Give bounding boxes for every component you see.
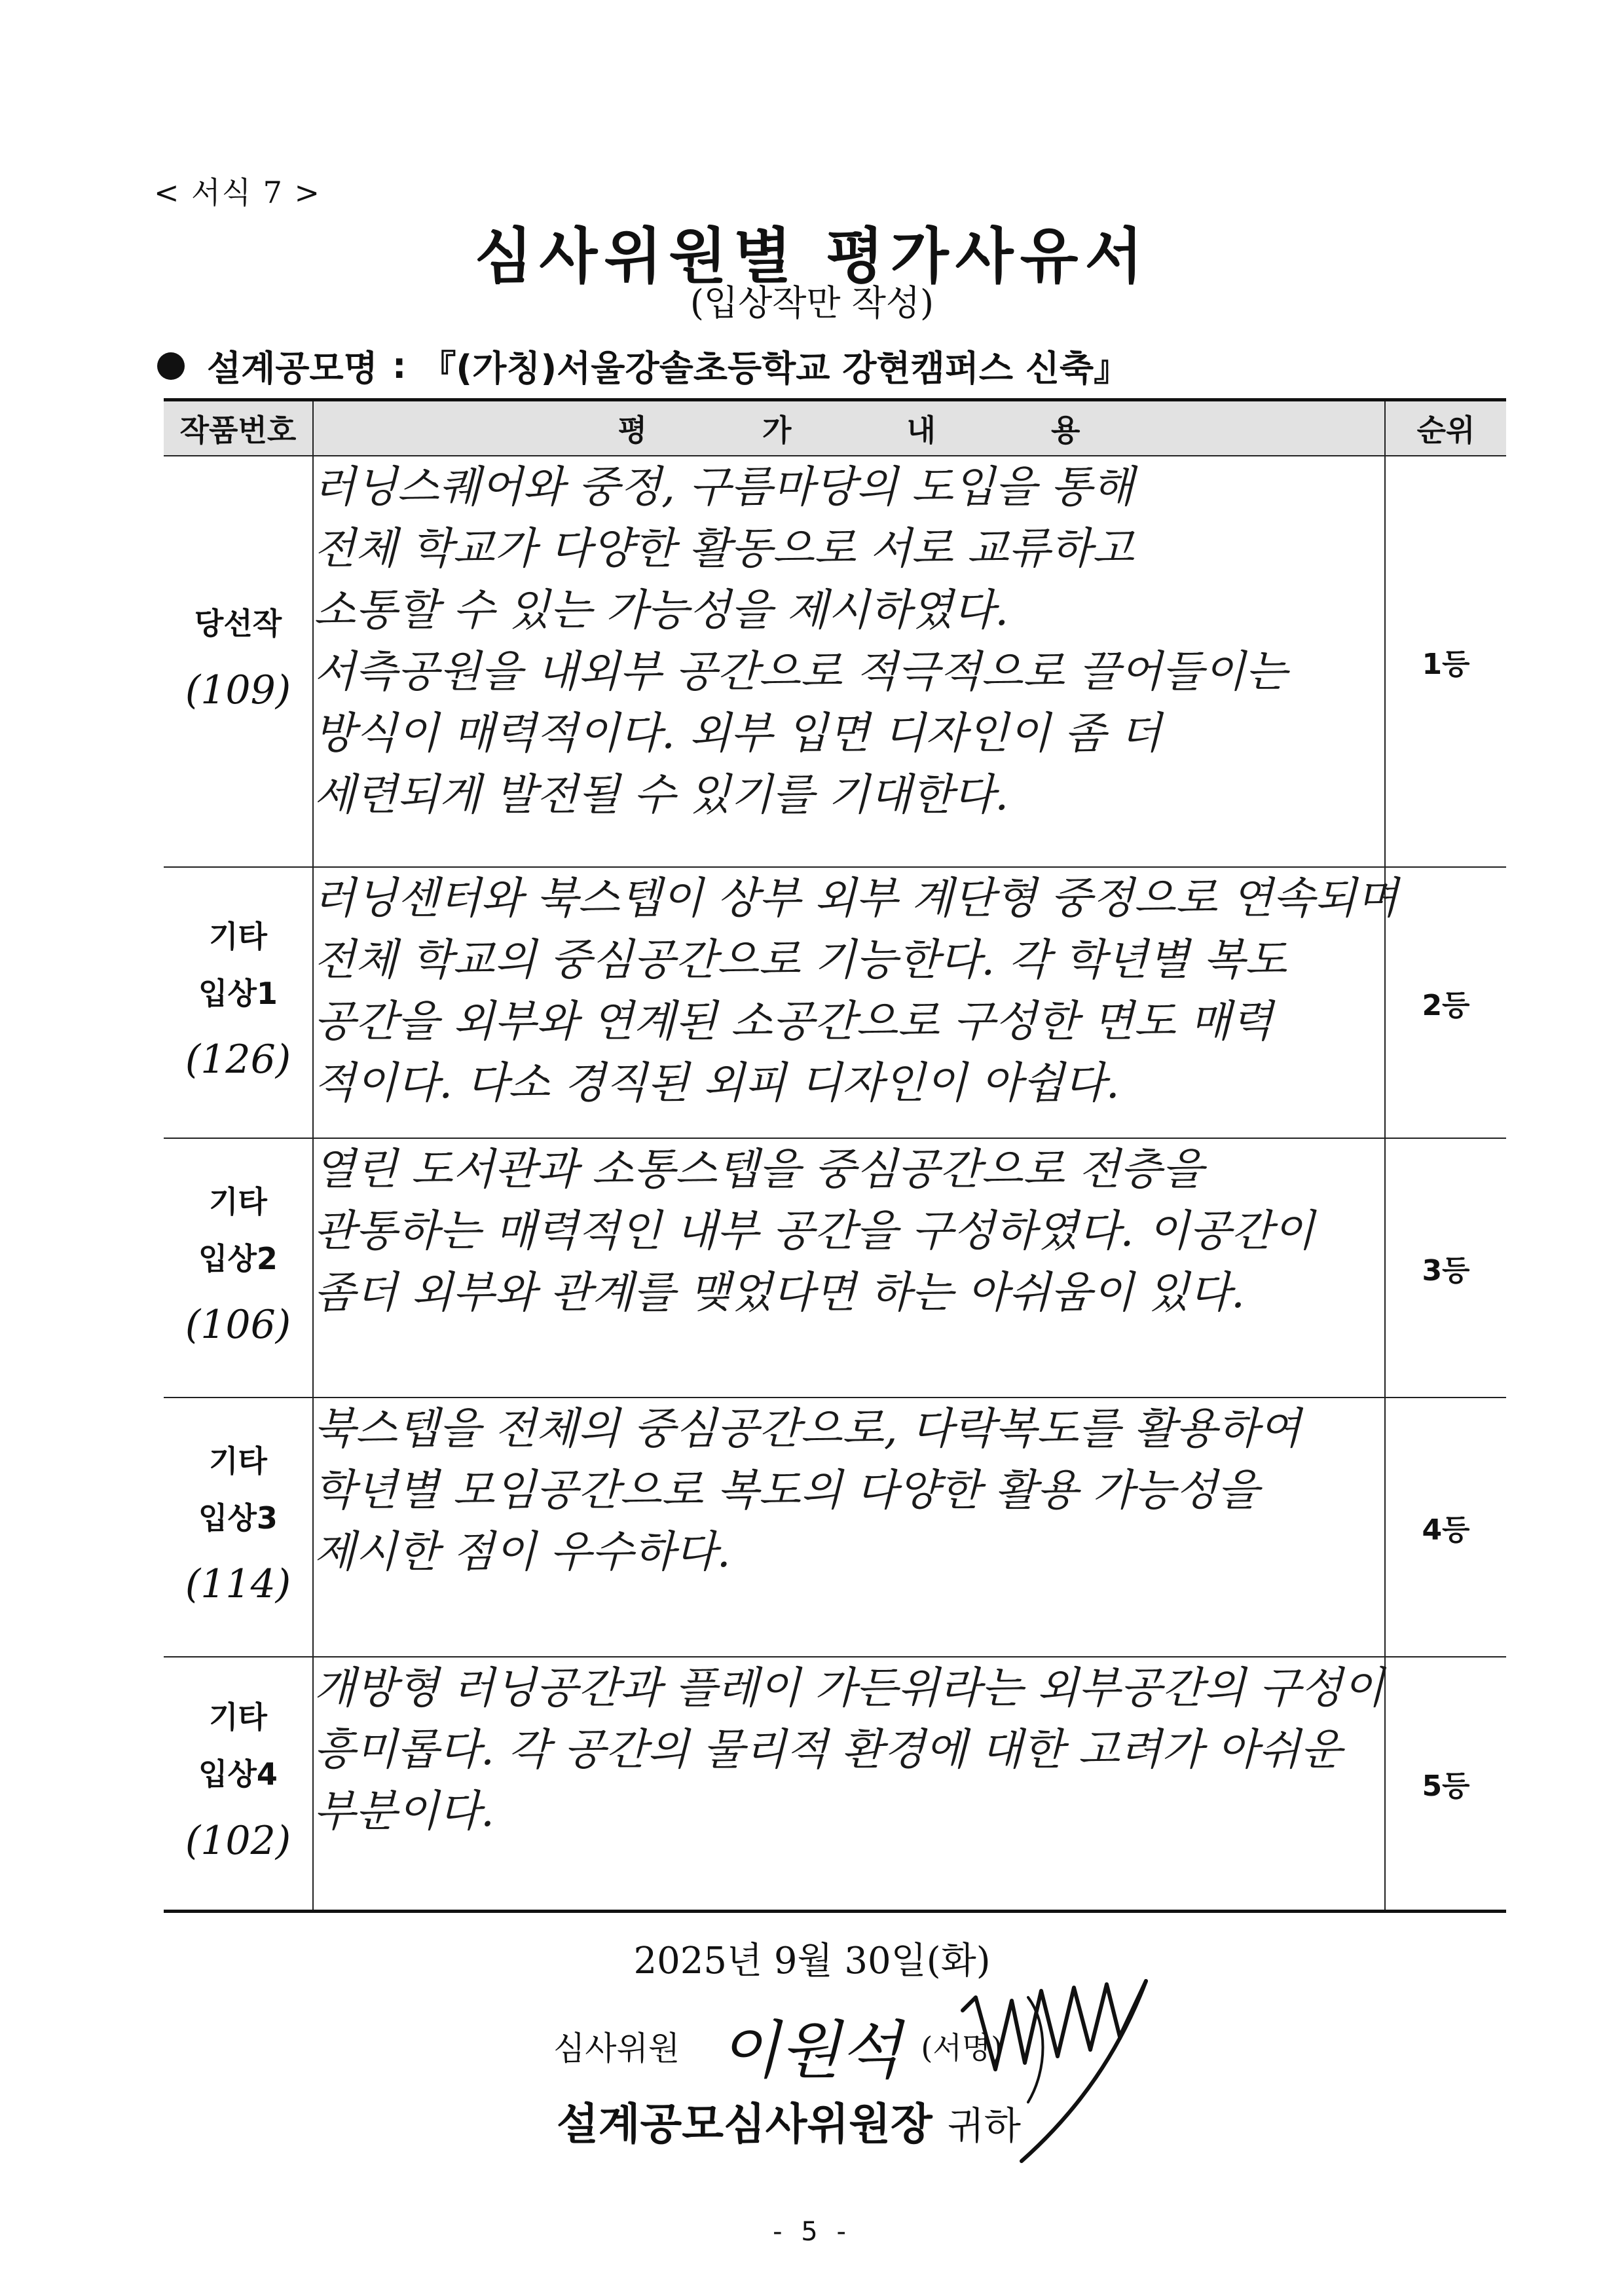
form-number: < 서식 7 >	[154, 175, 322, 210]
table-row	[164, 456, 1506, 867]
entry-number: (102)	[185, 1817, 291, 1864]
evaluation-line: 적이다. 다소 경직된 외피 디자인이 아쉽다.	[314, 1058, 1120, 1108]
evaluation-line: 북스텝을 전체의 중심공간으로, 다락복도를 활용하여	[314, 1403, 1301, 1454]
table-row	[164, 867, 1506, 1138]
entry-category: 기타	[209, 1183, 267, 1219]
entry-number: (126)	[185, 1037, 291, 1083]
evaluation-line: 개방형 러닝공간과 플레이 가든위라는 외부공간의 구성이	[314, 1663, 1385, 1713]
evaluation-line: 관통하는 매력적인 내부 공간을 구성하였다. 이공간이	[314, 1206, 1315, 1256]
evaluation-line: 러닝센터와 북스텝이 상부 외부 계단형 중정으로 연속되며	[314, 873, 1399, 923]
rank-cell: 1등	[1385, 456, 1506, 867]
evaluation-line: 서측공원을 내외부 공간으로 적극적으로 끌어들이는	[314, 646, 1287, 697]
rank-cell: 2등	[1385, 867, 1506, 1138]
table-row	[164, 1138, 1506, 1398]
judge-name: 이원석	[719, 2014, 902, 2087]
evaluation-text	[313, 867, 1399, 1138]
evaluation-text	[313, 1138, 1385, 1398]
evaluation-line: 전체 학교의 중심공간으로 기능한다. 각 학년별 복도	[314, 935, 1287, 985]
evaluation-line: 좀더 외부와 관계를 맺었다면 하는 아쉬움이 있다.	[314, 1267, 1245, 1318]
evaluation-text	[313, 1657, 1385, 1911]
page-number: - 5 -	[773, 2217, 851, 2247]
entry-subcategory: 입상2	[198, 1241, 278, 1276]
header-entry-no: 작품번호	[164, 400, 313, 456]
contest-label: 설계공모명	[207, 348, 378, 389]
evaluation-line: 세련되게 발전될 수 있기를 기대한다.	[314, 769, 1009, 820]
entry-cell	[164, 1138, 313, 1398]
evaluation-line: 흥미롭다. 각 공간의 물리적 환경에 대한 고려가 아쉬운	[314, 1724, 1342, 1775]
entry-cell	[164, 456, 313, 867]
entry-category: 기타	[209, 1443, 267, 1479]
contest-value: 『(가칭)서울강솔초등학교 강현캠퍼스 신축』	[420, 348, 1130, 389]
recipient-line	[557, 2089, 1021, 2151]
evaluation-text	[313, 456, 1385, 867]
header-rank: 순위	[1385, 400, 1506, 456]
recipient-org: 설계공모심사위원장	[557, 2099, 932, 2149]
entry-number: (109)	[185, 667, 291, 713]
entry-category: 기타	[209, 1699, 267, 1735]
contest-name-line	[157, 341, 1129, 391]
evaluation-line: 러닝스퀘어와 중정, 구름마당의 도입을 통해	[314, 462, 1134, 512]
table-row	[164, 1657, 1506, 1911]
header-content: 평 가 내 용	[313, 400, 1385, 456]
evaluation-line: 공간을 외부와 연계된 소공간으로 구성한 면도 매력	[314, 996, 1273, 1046]
entry-category: 기타	[209, 918, 267, 954]
evaluation-line: 전체 학교가 다양한 활동으로 서로 교류하고	[314, 523, 1134, 574]
entry-cell	[164, 867, 313, 1138]
evaluation-text	[313, 1398, 1385, 1657]
evaluation-line: 학년별 모임공간으로 복도의 다양한 활용 가능성을	[314, 1465, 1259, 1515]
evaluation-line: 열린 도서관과 소통스텝을 중심공간으로 전층을	[314, 1144, 1204, 1194]
bullet-icon	[157, 352, 185, 380]
entry-cell	[164, 1657, 313, 1911]
entry-subcategory: 입상1	[198, 976, 278, 1011]
evaluation-line: 제시한 점이 우수하다.	[314, 1527, 731, 1577]
recipient-suffix: 귀하	[947, 2103, 1021, 2148]
entry-subcategory: 입상3	[198, 1500, 278, 1536]
document-title: 심사위원별 평가사유서	[474, 221, 1150, 291]
evaluation-line: 방식이 매력적이다. 외부 입면 디자인이 좀 더	[314, 708, 1162, 758]
judge-signature-line	[553, 2001, 1003, 2090]
entry-number: (106)	[185, 1302, 291, 1348]
signature-placeholder: (서명)	[921, 2029, 1003, 2065]
contest-separator: :	[392, 345, 407, 386]
rank-cell: 5등	[1385, 1657, 1506, 1911]
evaluation-line: 부분이다.	[314, 1786, 495, 1836]
table-row	[164, 1398, 1506, 1657]
rank-cell: 4등	[1385, 1398, 1506, 1657]
table-header-row	[164, 400, 1506, 456]
evaluation-line: 소통할 수 있는 가능성을 제시하였다.	[314, 585, 1009, 635]
judge-role: 심사위원	[553, 2029, 680, 2067]
rank-cell: 3등	[1385, 1138, 1506, 1398]
evaluation-table	[164, 398, 1506, 1913]
document-subtitle: (입상작만 작성)	[690, 282, 934, 324]
document-date: 2025년 9월 30일(화)	[633, 1940, 991, 1982]
entry-category: 당선작	[194, 606, 282, 642]
entry-subcategory: 입상4	[198, 1756, 278, 1792]
entry-cell	[164, 1398, 313, 1657]
entry-number: (114)	[185, 1561, 291, 1608]
